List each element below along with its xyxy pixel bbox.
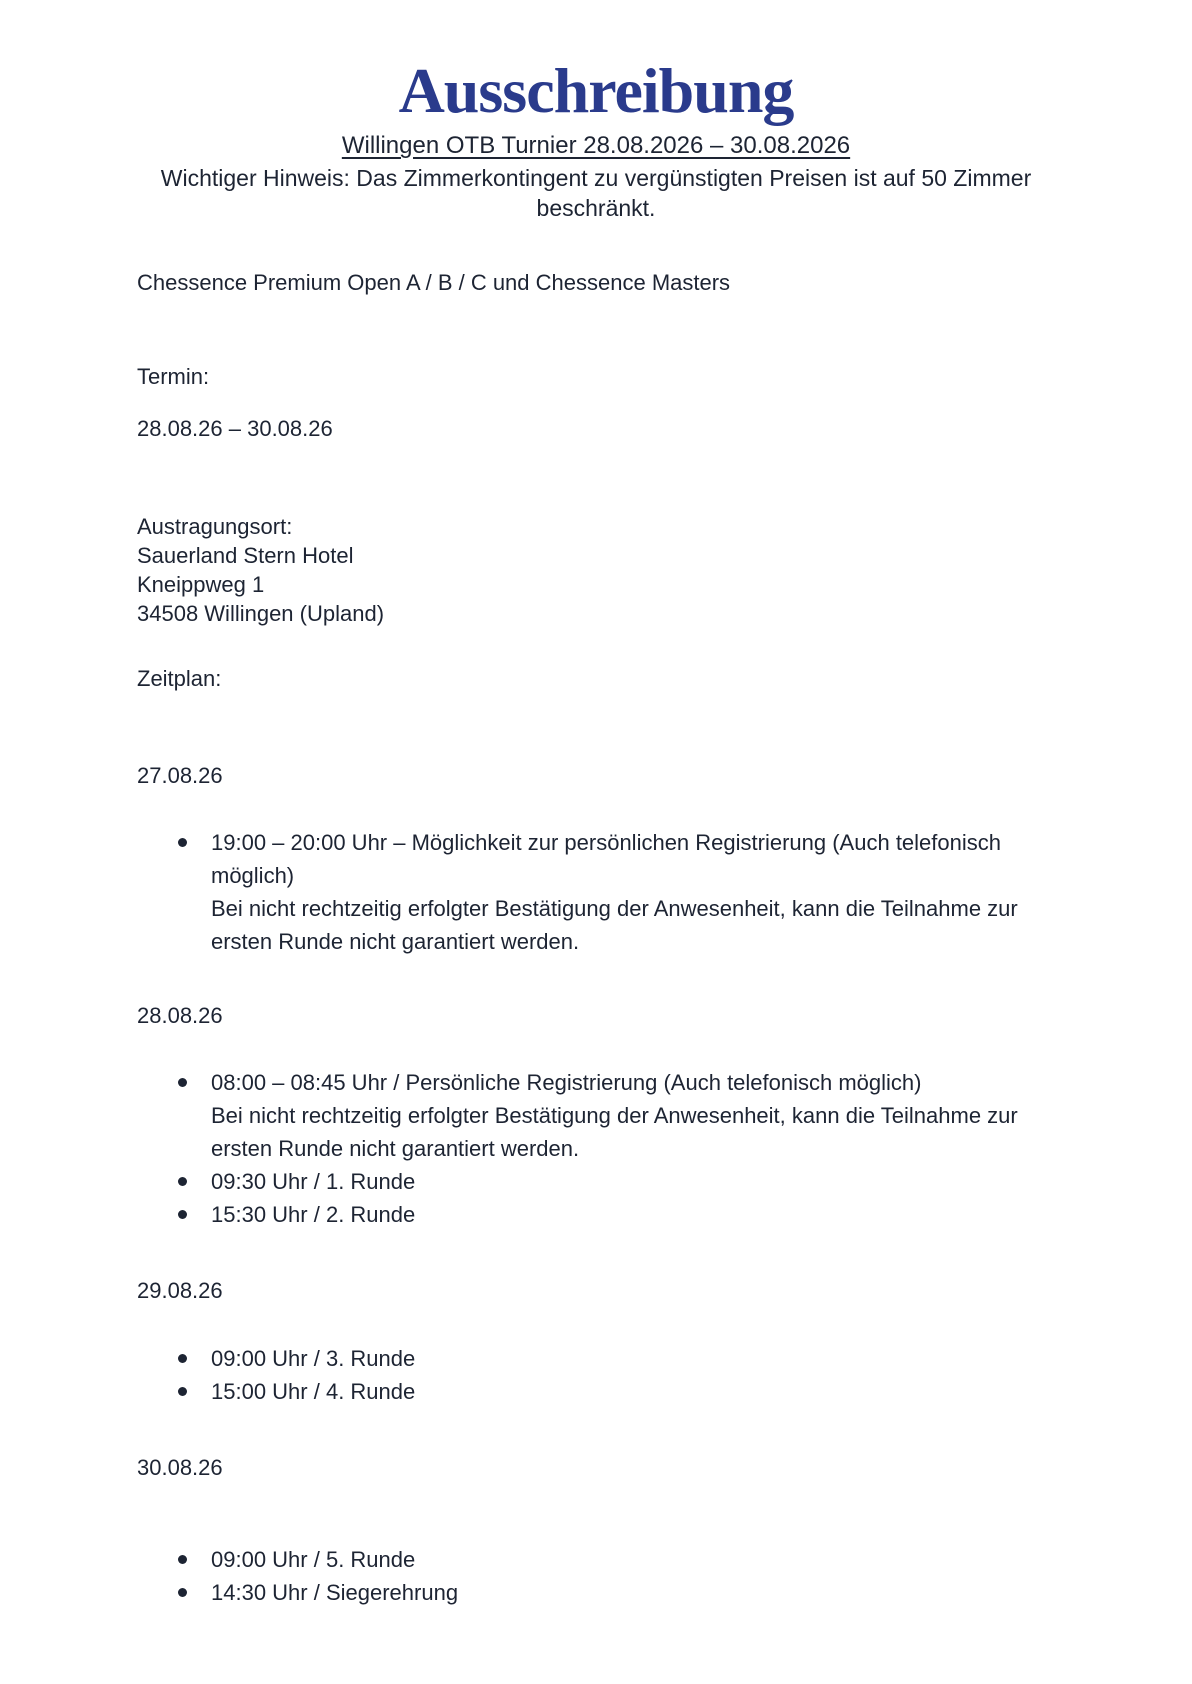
schedule-item-text: 08:00 – 08:45 Uhr / Persönliche Registrierung (Auch telefonisch möglich) [211,1070,922,1095]
venue-name: Sauerland Stern Hotel [137,543,354,568]
schedule-day-list-4 [178,1543,458,1609]
venue-city: 34508 Willingen (Upland) [137,601,385,626]
schedule-item [178,1066,1021,1165]
schedule-day-date-1: 27.08.26 [137,763,223,788]
schedule-item [178,1375,415,1408]
schedule-item-text: 19:00 – 20:00 Uhr – Möglichkeit zur persönlichen Registrierung (Auch telefonisch möglich) [211,830,1001,888]
tournament-series-line: Chessence Premium Open A / B / C und Chessence Masters [137,270,731,295]
schedule-day-date-4: 30.08.26 [137,1455,223,1480]
venue-label: Austragungsort: [137,514,293,539]
schedule-item-text: 09:00 Uhr / 5. Runde [211,1547,416,1572]
schedule-day-list-3 [178,1342,415,1408]
schedule-day-date-3: 29.08.26 [137,1278,223,1303]
schedule-item [178,1543,458,1576]
important-notice: Wichtiger Hinweis: Das Zimmerkontingent zu vergünstigten Preisen ist auf 50 Zimmer beschränkt. [160,165,1032,221]
schedule-item [178,826,1021,958]
schedule-item [178,1198,1021,1231]
schedule-item [178,1165,1021,1198]
schedule-item-text: 14:30 Uhr / Siegerehrung [211,1580,459,1605]
schedule-item-note: Bei nicht rechtzeitig erfolgter Bestätigung der Anwesenheit, kann die Teilnahme zur ersten Runde nicht garantiert werden. [211,896,1018,954]
page-subtitle: Willingen OTB Turnier 28.08.2026 – 30.08.2026 [341,132,851,159]
schedule-day-date-2: 28.08.26 [137,1003,223,1028]
schedule-day-list-1 [178,826,1021,958]
page-title: Ausschreibung [398,55,794,126]
termin-label: Termin: [137,364,210,389]
schedule-label: Zeitplan: [137,666,222,691]
schedule-item-text: 15:00 Uhr / 4. Runde [211,1379,416,1404]
schedule-item [178,1342,415,1375]
schedule-item-text: 09:00 Uhr / 3. Runde [211,1346,416,1371]
schedule-day-list-2 [178,1066,1021,1231]
termin-value: 28.08.26 – 30.08.26 [137,416,333,441]
schedule-item-text: 09:30 Uhr / 1. Runde [211,1169,416,1194]
schedule-item-text: 15:30 Uhr / 2. Runde [211,1202,416,1227]
venue-block [137,512,384,628]
venue-street: Kneippweg 1 [137,572,265,597]
schedule-item-note: Bei nicht rechtzeitig erfolgter Bestätigung der Anwesenheit, kann die Teilnahme zur ersten Runde nicht garantiert werden. [211,1103,1018,1161]
schedule-item [178,1576,458,1609]
